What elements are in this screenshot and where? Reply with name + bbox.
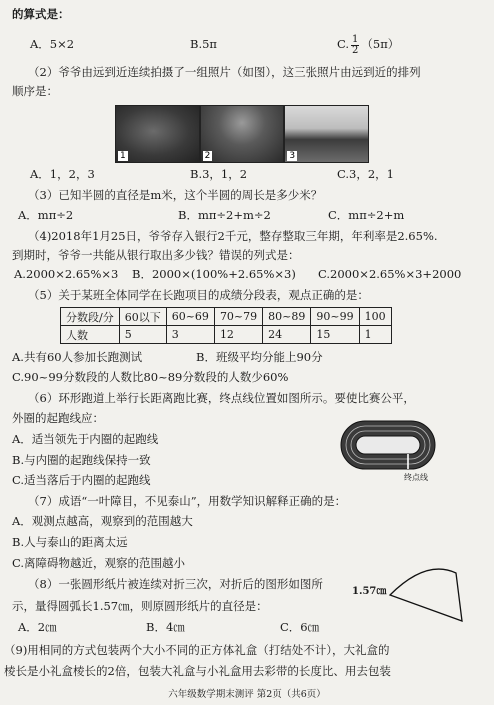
q6-stem-line2: 外圈的起跑线应： — [12, 411, 104, 425]
q1-option-c-suffix: （5π） — [361, 37, 400, 51]
q1-option-c-prefix: C. — [337, 37, 350, 51]
q5-option-a: A.共有60人参加长跑测试 — [12, 350, 143, 364]
photo-sequence — [115, 105, 369, 163]
q7-stem: （7）成语“一叶障目，不见泰山”，用数学知识解释正确的是： — [28, 494, 347, 508]
folded-sector-diagram — [386, 565, 466, 625]
q4-option-b: B．2000×(100%+2.65%×3) — [132, 267, 296, 281]
q8-option-a: A．2㎝ — [18, 620, 57, 634]
q4-stem-line1: （4)2018年1月25日，爷爷存入银行2千元，整存整取三年期，年利率是2.65%. — [28, 229, 438, 243]
q8-stem-line2: 示，量得圆弧长1.57㎝，则原圆形纸片的直径是： — [12, 599, 268, 613]
running-track-diagram — [338, 418, 448, 482]
table-cell: 1 — [359, 326, 391, 344]
q8-stem-line1: （8）一张圆形纸片被连续对折三次，对折后的图形如图所 — [28, 577, 323, 591]
q2-option-b: B.3，1，2 — [190, 167, 248, 181]
q5-stem: （5）关于某班全体同学在长跑项目的成绩分段表，观点正确的是： — [28, 288, 369, 302]
photo-2-number: 2 — [204, 151, 211, 161]
q2-stem-line2: 顺序是： — [12, 84, 58, 98]
q8-option-b: B．4㎝ — [146, 620, 185, 634]
photo-2 — [201, 106, 284, 162]
q1-option-c — [337, 30, 399, 58]
q5-option-b: B．班级平均分能上90分 — [196, 350, 323, 364]
q3-stem: （3）已知半圆的直径是m米，这个半圆的周长是多少米？ — [28, 188, 323, 202]
table-cell: 12 — [214, 326, 262, 344]
fraction-denominator: 2 — [352, 44, 359, 56]
table-cell: 60以下 — [119, 308, 166, 326]
q7-option-b: B.人与泰山的距离太远 — [12, 535, 128, 549]
q9-stem-line1: （9)用相同的方式包装两个大小不同的正方体礼盒（打结处不计），大礼盒的 — [4, 643, 390, 657]
q7-option-c: C.离障碍物越近，观察的范围越小 — [12, 556, 186, 570]
q2-option-c: C.3，2，1 — [337, 167, 394, 181]
q6-option-c: C.适当落后于内圈的起跑线 — [12, 473, 151, 487]
arc-length-label: 1.57㎝ — [352, 586, 387, 597]
page-footer: 六年级数学期末测评 第2页（共6页） — [168, 689, 326, 700]
table-cell: 分数段/分 — [61, 308, 120, 326]
q2-option-a: A．1，2，3 — [30, 167, 95, 181]
one-half-fraction — [351, 35, 359, 56]
q1-option-a: A．5×2 — [30, 37, 75, 51]
q8-option-c: C．6㎝ — [280, 620, 320, 634]
q4-option-a: A.2000×2.65%×3 — [14, 267, 119, 281]
q9-stem-line2: 棱长是小礼盒棱长的2倍，包装大礼盒与小礼盒用去彩带的长度比、用去包装 — [4, 664, 391, 678]
score-table — [60, 307, 392, 344]
q3-option-c: C．mπ÷2+m — [328, 208, 405, 222]
finish-line-label: 终点线 — [404, 473, 428, 482]
table-cell: 3 — [166, 326, 214, 344]
photo-1-number: 1 — [120, 151, 126, 161]
q6-stem-line1: （6）环形跑道上举行长距离跑比赛，终点线位置如图所示。要使比赛公平， — [28, 391, 415, 405]
photo-3-number: 3 — [289, 151, 296, 161]
score-table-count-row — [61, 326, 392, 344]
q4-option-c: C.2000×2.65%×3+2000 — [318, 267, 462, 281]
q5-option-c: C.90~99分数段的人数比80~89分数段的人数少60% — [12, 370, 289, 384]
table-cell: 24 — [263, 326, 311, 344]
table-cell: 5 — [119, 326, 166, 344]
table-cell: 90~99 — [311, 308, 359, 326]
score-table-header-row — [61, 308, 392, 326]
table-cell: 人数 — [61, 326, 120, 344]
q6-option-b: B.与内圈的起跑线保持一致 — [12, 453, 151, 467]
photo-1 — [116, 106, 199, 162]
photo-3 — [285, 106, 368, 162]
table-cell: 80~89 — [263, 308, 311, 326]
table-cell: 100 — [359, 308, 391, 326]
q2-stem-line1: （2）爷爷由远到近连续拍摄了一组照片（如图），这三张照片由远到近的排列 — [28, 65, 421, 79]
q3-option-b: B．mπ÷2+m÷2 — [178, 208, 271, 222]
table-cell: 15 — [311, 326, 359, 344]
q7-option-a: A．观测点越高，观察到的范围越大 — [12, 514, 193, 528]
q1-lead: 的算式是： — [12, 7, 70, 21]
table-cell: 70~79 — [214, 308, 262, 326]
q1-option-b: B.5π — [190, 37, 217, 51]
q4-stem-line2: 到期时，爷爷一共能从银行取出多少钱？错误的列式是： — [12, 248, 300, 262]
fraction-numerator: 1 — [352, 33, 359, 45]
q6-option-a: A．适当领先于内圈的起跑线 — [12, 432, 159, 446]
table-cell: 60~69 — [166, 308, 214, 326]
q3-option-a: A．mπ÷2 — [18, 208, 74, 222]
